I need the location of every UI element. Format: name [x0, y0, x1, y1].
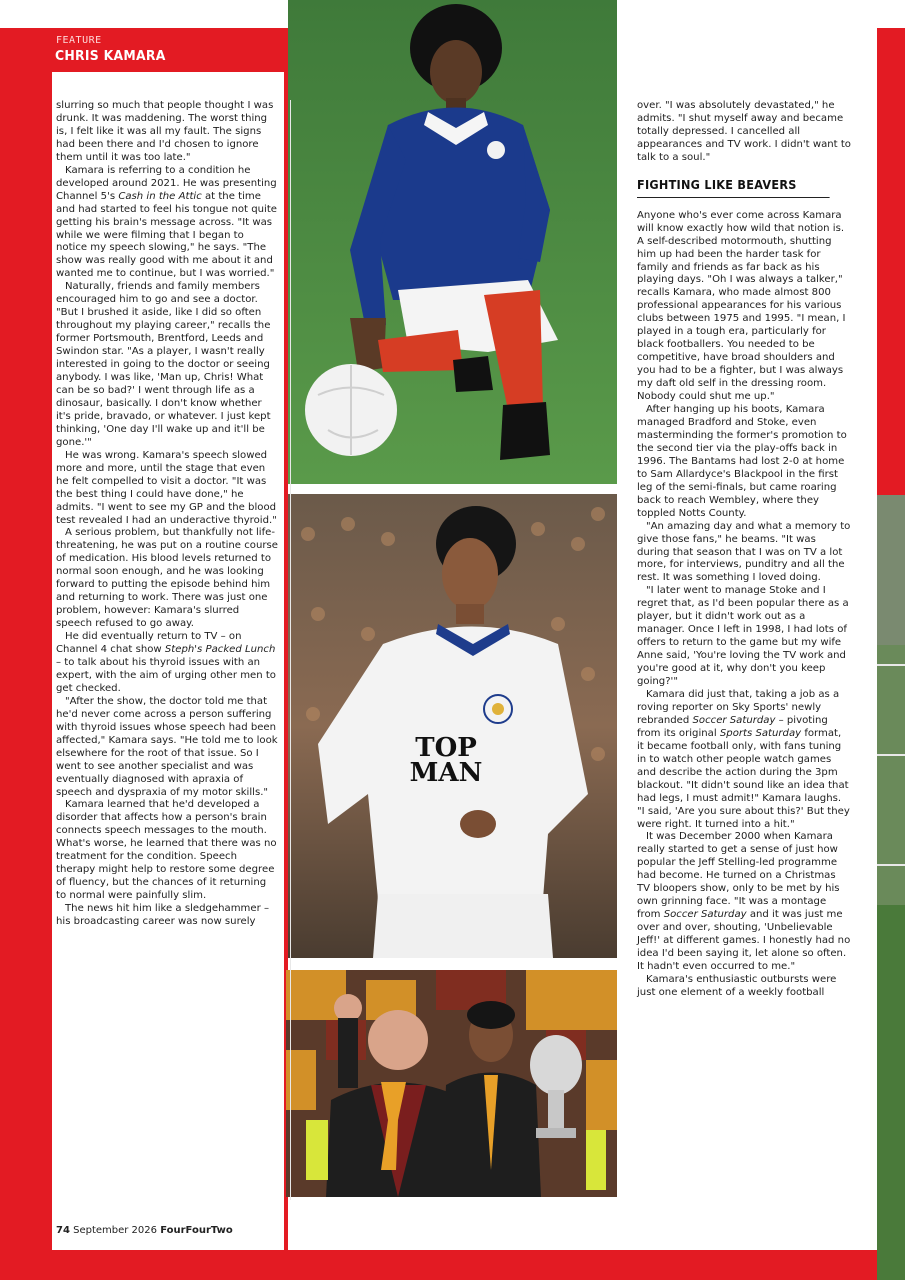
- section-subheading: FIGHTING LIKE BEAVERS: [637, 165, 830, 198]
- shirt-sponsor-line2: MAN: [409, 758, 483, 788]
- feature-subject-name: CHRIS KAMARA: [55, 48, 166, 64]
- paragraph: Kamara's enthusiastic outbursts were just one element of a weekly football: [637, 973, 837, 998]
- page-footer: [56, 1225, 233, 1236]
- paragraph: over. "I was absolutely devastated," he admits. "I shut myself away and became totally depressed. I cancelled all appearances and TV work. I didn't want to talk to a soul.": [637, 100, 851, 163]
- paragraph: Naturally, friends and family members encouraged him to go and see a doctor. "But I brushed it aside, like I did so often throughout my playing career," recalls the former Portsmouth, Brentford, Leeds and Swindon star. "As a player, I wasn't really interested in going to the doctor or seeing anybody. I was like, 'Man up, Chris! What can be so bad?' I went through life as a dinosaur, basically. I don't know whether it's pride, bravado, or whatever. I just kept thinking, 'One day I'll wake up and it'll be gone.'": [56, 281, 271, 448]
- paragraph: "An amazing day and what a memory to give those fans," he beams. "It was during that season that I was on TV a lot more, for interviews, punditry and all the rest. It was something I loved doing.: [637, 520, 851, 584]
- shirt-sponsor-line1: TOP: [415, 733, 477, 763]
- article-column-right: [637, 100, 851, 1000]
- paragraph: slurring so much that people thought I was drunk. It was maddening. The worst thing is, I felt like it was all my fault. The signs had been there and I'd chosen to ignore them until it was too late.": [56, 100, 274, 163]
- photo-edge-bleed: [877, 495, 905, 1280]
- paragraph: "I later went to manage Stoke and I regret that, as I'd been popular there as a player, but it didn't work out as a manager. Once I left in 1998, I had lots of offers to return to the game but my wife Anne said, 'You're loving the TV work and you're good at it, why don't you keep going?'": [637, 585, 849, 688]
- column-divider: [290, 100, 291, 1200]
- photo-player-white-kit: [288, 494, 617, 958]
- magazine-name: FourFourTwo: [160, 1225, 233, 1236]
- red-margin-bottom: [0, 1250, 905, 1280]
- article-column-left: [56, 100, 278, 929]
- paragraph: After hanging up his boots, Kamara managed Bradford and Stoke, even masterminding the former's promotion to the second tier via the play-offs back in 1996. The Bantams had lost 2-0 at home to Sam Allardyce's Blackpool in the first leg of the semi-finals, but came roaring back to reach Wembley, where they toppled Notts County.: [637, 404, 847, 519]
- paragraph: Kamara did just that, taking a job as a roving reporter on Sky Sports' newly rebranded Soccer Saturday – pivoting from its original Sports Saturday format, it became football only, with fans tuning in to watch other people watch games and describe the action during the 3pm blackout. "It didn't sound like an idea that had legs, I must admit!" Kamara laughs. "I said, 'Are you sure about this?' But they were right. It turned into a hit.": [637, 688, 850, 830]
- photo-trophy-celebration: [286, 970, 617, 1197]
- paragraph: "After the show, the doctor told me that he'd never come across a person suffering with thyroid issues whose speech had been affected," Kamara says. "He told me to look elsewhere for the root of that issue. So I went to see another specialist and was eventually diagnosed with apraxia of speech and dyspraxia of my motor skills.": [56, 695, 278, 798]
- photo-player-blue-kit: [288, 0, 617, 484]
- page-number: 74: [56, 1225, 70, 1236]
- paragraph: Anyone who's ever come across Kamara will know exactly how wild that notion is. A self-described motormouth, shutting him up had been the harder task for family and friends as far back as his playing days. "Oh I was always a talker," recalls Kamara, who made almost 800 professional appearances for his various clubs between 1975 and 1995. "I mean, I played in a tough era, particularly for black footballers. You needed to be competitive, have broad shoulders and you had to be a fighter, but I was always my daft old self in the dressing room. Nobody could shut me up.": [637, 209, 846, 403]
- paragraph: He was wrong. Kamara's speech slowed more and more, until the stage that even he felt compelled to visit a doctor. "It was the best thing I could have done," he admits. "I went to see my GP and the blood test revealed I had an underactive thyroid.": [56, 449, 277, 526]
- paragraph: Kamara is referring to a condition he developed around 2021. He was presenting Channel 5's Cash in the Attic at the time and had started to feel his tongue not quite getting his brain's message across. "It was while we were filming that I began to notice my speech slowing," he says. "The show was really good with me about it and wanted me to continue, but I was worried.": [56, 164, 277, 280]
- paragraph: The news hit him like a sledgehammer – his broadcasting career was now surely: [56, 903, 269, 928]
- paragraph: A serious problem, but thankfully not life-threatening, he was put on a routine course of medication. His blood levels returned to normal soon enough, and he was looking forward to putting the episode behind him and returning to work. There was just one problem, however: Kamara's slurred speech refused to go away.: [56, 527, 278, 630]
- paragraph: He did eventually return to TV – on Channel 4 chat show Steph's Packed Lunch – to talk about his thyroid issues with an expert, with the aim of urging other men to get checked.: [56, 631, 276, 694]
- section-label: FEATURE: [56, 35, 102, 46]
- paragraph: It was December 2000 when Kamara really started to get a sense of just how popular the Jeff Stelling-led programme had become. He turned on a Christmas TV bloopers show, only to be met by his own grinning face. "It was a montage from Soccer Saturday and it was just me over and over, shouting, 'Unbelievable Jeff!' at different games. I honestly had no idea I'd been saying it, let alone so often. It hadn't even occurred to me.": [637, 831, 851, 972]
- paragraph: Kamara learned that he'd developed a disorder that affects how a person's brain connects speech messages to the mouth. What's worse, he learned that there was no treatment for the condition. Speech therapy might help to restore some degree of fluency, but the chances of it returning to normal were painfully slim.: [56, 799, 277, 902]
- issue-date: September 2026: [73, 1225, 158, 1236]
